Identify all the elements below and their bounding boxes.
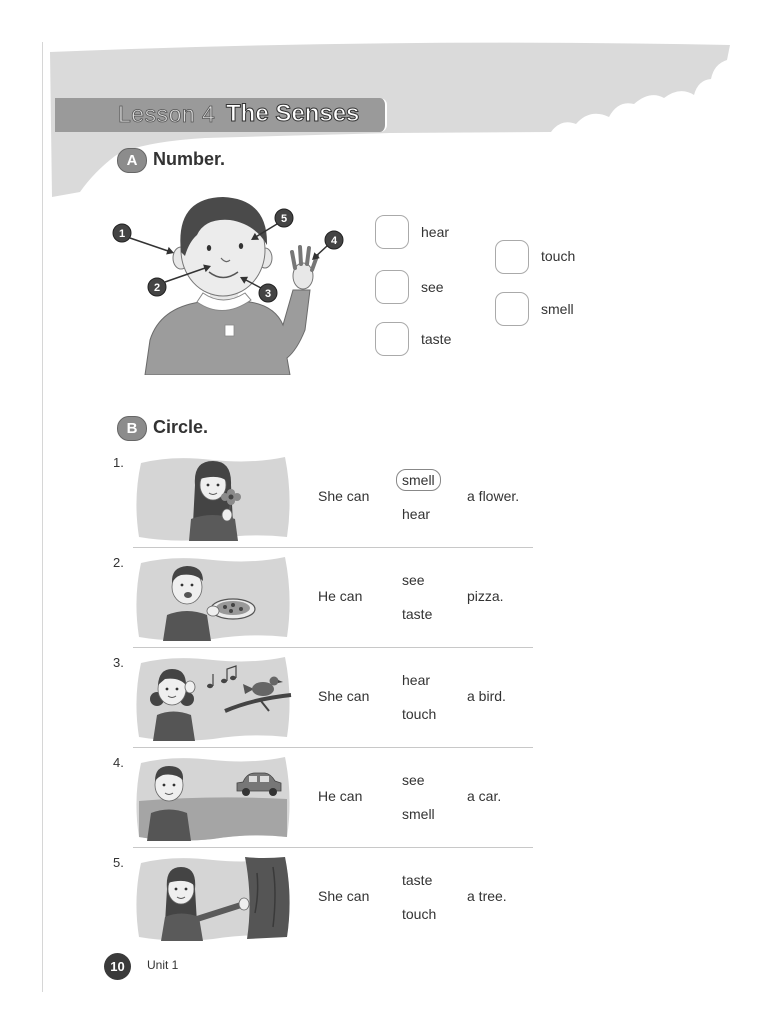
sentence-subject: He can (318, 788, 363, 804)
marker-hand (325, 231, 343, 249)
sentence-subject: He can (318, 588, 363, 604)
answer-option[interactable]: taste (402, 872, 433, 888)
row-divider (133, 847, 533, 848)
marker-ear (113, 224, 131, 242)
answer-option[interactable]: touch (402, 706, 437, 722)
item-number: 2. (113, 555, 124, 570)
exercise-row (0, 753, 768, 853)
marker-mouth (259, 284, 277, 302)
answer-box-taste[interactable] (375, 322, 409, 356)
item-number: 5. (113, 855, 124, 870)
marker-nose (148, 278, 166, 296)
answer-option[interactable]: smell (396, 469, 441, 491)
item-number: 1. (113, 455, 124, 470)
sentence-subject: She can (318, 888, 370, 904)
sentence-object: a car. (467, 788, 502, 804)
tree-icon (245, 857, 290, 939)
answer-box-smell[interactable] (495, 292, 529, 326)
answer-box-hear[interactable] (375, 215, 409, 249)
section-a-instruction: Number. (153, 149, 226, 169)
boy-senses-illustration (105, 190, 350, 375)
girl-hearing-bird-illustration (133, 653, 293, 741)
item-number: 4. (113, 755, 124, 770)
marker-number: 3 (264, 288, 272, 300)
marker-number: 4 (330, 235, 338, 247)
section-b-instruction: Circle. (153, 417, 209, 437)
answer-option[interactable]: touch (402, 906, 437, 922)
sentence-subject: She can (318, 688, 370, 704)
exercise-row (0, 453, 768, 553)
row-divider (133, 747, 533, 748)
item-number: 3. (113, 655, 124, 670)
sentence-object: a bird. (467, 688, 506, 704)
boy-eating-pizza-illustration (133, 553, 293, 641)
exercise-row (0, 853, 768, 953)
choice-label-touch: touch (541, 248, 576, 264)
page-number: 10 (104, 953, 131, 980)
choice-label-taste: taste (421, 331, 452, 347)
picture-background (136, 557, 289, 641)
answer-box-see[interactable] (375, 270, 409, 304)
answer-option[interactable]: see (402, 772, 425, 788)
answer-option[interactable]: taste (402, 606, 433, 622)
sentence-object: a tree. (467, 888, 507, 904)
girl-smelling-flower-illustration (133, 453, 293, 541)
lesson-title: The Senses (226, 100, 360, 127)
exercise-row (0, 553, 768, 653)
answer-option[interactable]: see (402, 572, 425, 588)
choice-label-hear: hear (421, 224, 450, 240)
girl-touching-tree-illustration (133, 853, 293, 941)
answer-option[interactable]: hear (402, 672, 431, 688)
row-divider (133, 547, 533, 548)
sentence-object: pizza. (467, 588, 504, 604)
section-b-badge: B (117, 416, 147, 441)
section-a-badge: A (117, 148, 147, 173)
boy-seeing-car-illustration (133, 753, 293, 841)
answer-option[interactable]: smell (402, 806, 435, 822)
answer-option[interactable]: hear (402, 506, 431, 522)
answer-box-touch[interactable] (495, 240, 529, 274)
marker-number: 5 (280, 213, 288, 225)
marker-number: 1 (118, 228, 126, 240)
sentence-subject: She can (318, 488, 370, 504)
choice-label-see: see (421, 279, 444, 295)
unit-label: Unit 1 (147, 958, 179, 972)
lesson-number: Lesson 4 (118, 101, 216, 127)
marker-eye (275, 209, 293, 227)
sentence-object: a flower. (467, 488, 520, 504)
row-divider (133, 647, 533, 648)
exercise-row (0, 653, 768, 753)
choice-label-smell: smell (541, 301, 574, 317)
marker-number: 2 (153, 282, 161, 294)
